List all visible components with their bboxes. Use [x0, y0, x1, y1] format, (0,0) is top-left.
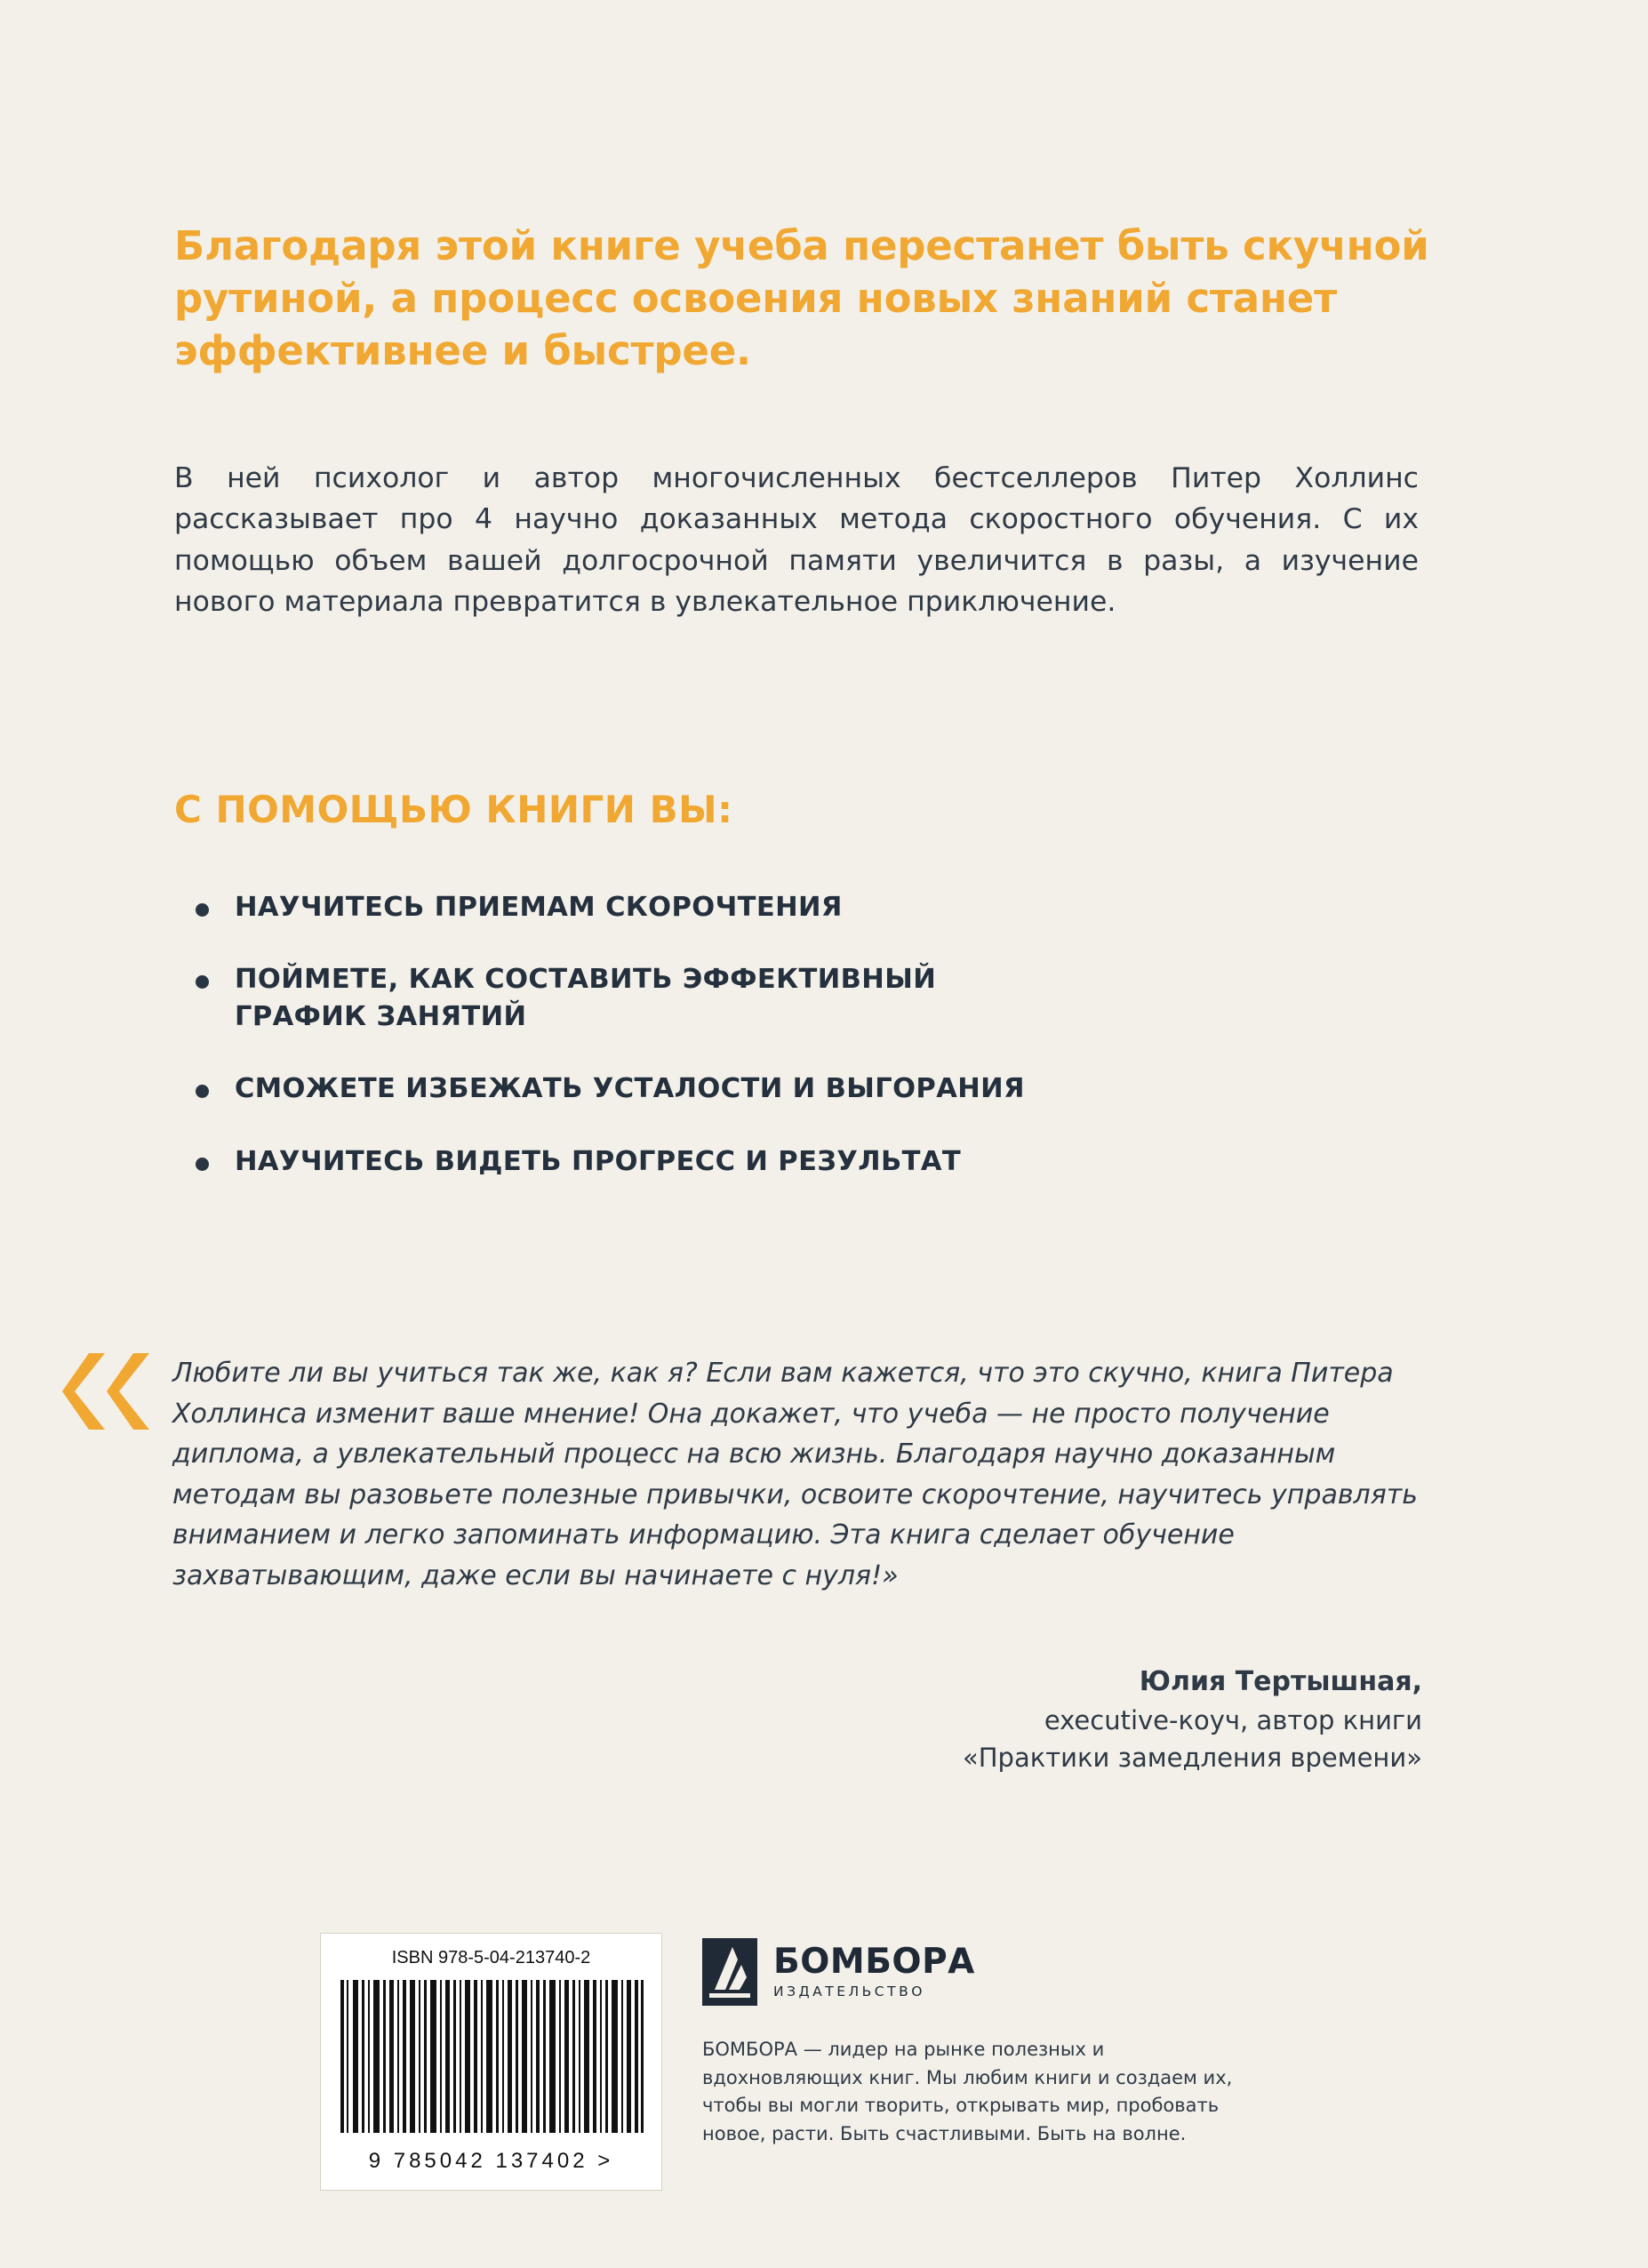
- isbn-label: ISBN 978-5-04-213740-2: [391, 1948, 591, 1967]
- list-item: [174, 1070, 1419, 1107]
- list-item: [174, 961, 1419, 1035]
- ean-digits: 9 785042 137402 >: [368, 2149, 614, 2173]
- publisher-name: БОМБОРА: [773, 1942, 975, 1982]
- publisher-description: БОМБОРА — лидер на рынке полезных и вдохновляющих книг. Мы любим книги и создаем их, чтобы вы могли творить, открывать мир, пробовать новое, расти. Быть счастливыми. Быть на волне.: [702, 2039, 1233, 2144]
- list-item: [174, 1143, 1419, 1180]
- bullet-dot-icon: [196, 1158, 209, 1171]
- bullet-dot-icon: [196, 903, 209, 917]
- bullet-dot-icon: [196, 1085, 209, 1098]
- barcode-bars: [340, 1980, 644, 2133]
- list-item-label: СМОЖЕТЕ ИЗБЕЖАТЬ УСТАЛОСТИ И ВЫГОРАНИЯ: [235, 1073, 1025, 1105]
- benefits-title: С ПОМОЩЬЮ КНИГИ ВЫ:: [174, 788, 733, 831]
- quote-mark-icon: [62, 1351, 164, 1431]
- publisher-block: [702, 1938, 1253, 2148]
- list-item: [174, 889, 1419, 926]
- author-book: «Практики замедления времени»: [963, 1742, 1422, 1773]
- benefits-list: [174, 889, 1419, 1215]
- author-role: executive-коуч, автор книги: [1044, 1704, 1422, 1735]
- publisher-subtitle: ИЗДАТЕЛЬСТВО: [773, 1983, 925, 2000]
- testimonial-text: Любите ли вы учиться так же, как я? Если вам кажется, что это скучно, книга Питера Холлинса изменит ваше мнение! Она докажет, что учеба — не просто получение диплома, а увлекательный процесс на всю жизнь. Благодаря научно доказанным методам вы разовьете полезные привычки, освоите скорочтение, научитесь управлять вниманием и легко запоминать информацию. Эта книга сделает обучение захватывающим, даже если вы начинаете с нуля!»: [172, 1358, 1418, 1591]
- author-name: Юлия Тертышная,: [1139, 1666, 1422, 1697]
- testimonial-attribution: [533, 1663, 1422, 1776]
- headline: Благодаря этой книге учеба перестанет быть скучной рутиной, а процесс освоения новых знаний станет эффективнее и быстрее.: [174, 222, 1429, 374]
- publisher-logo: [702, 1938, 1253, 2006]
- barcode: [320, 1933, 662, 2191]
- bullet-dot-icon: [196, 975, 209, 989]
- list-item-label: НАУЧИТЕСЬ ВИДЕТЬ ПРОГРЕСС И РЕЗУЛЬТАТ: [235, 1145, 962, 1177]
- bombora-logo-icon: [702, 1938, 757, 2006]
- list-item-label: ПОЙМЕТЕ, КАК СОСТАВИТЬ ЭФФЕКТИВНЫЙ ГРАФИК ЗАНЯТИЙ: [235, 964, 937, 1032]
- list-item-label: НАУЧИТЕСЬ ПРИЕМАМ СКОРОЧТЕНИЯ: [235, 892, 843, 923]
- intro-paragraph: В ней психолог и автор многочисленных бестселлеров Питер Холлинс рассказывает про 4 научно доказанных метода скоростного обучения. С их помощью объем вашей долгосрочной памяти увеличится в разы, а изучение нового материала превратится в увлекательное приключение.: [174, 462, 1419, 618]
